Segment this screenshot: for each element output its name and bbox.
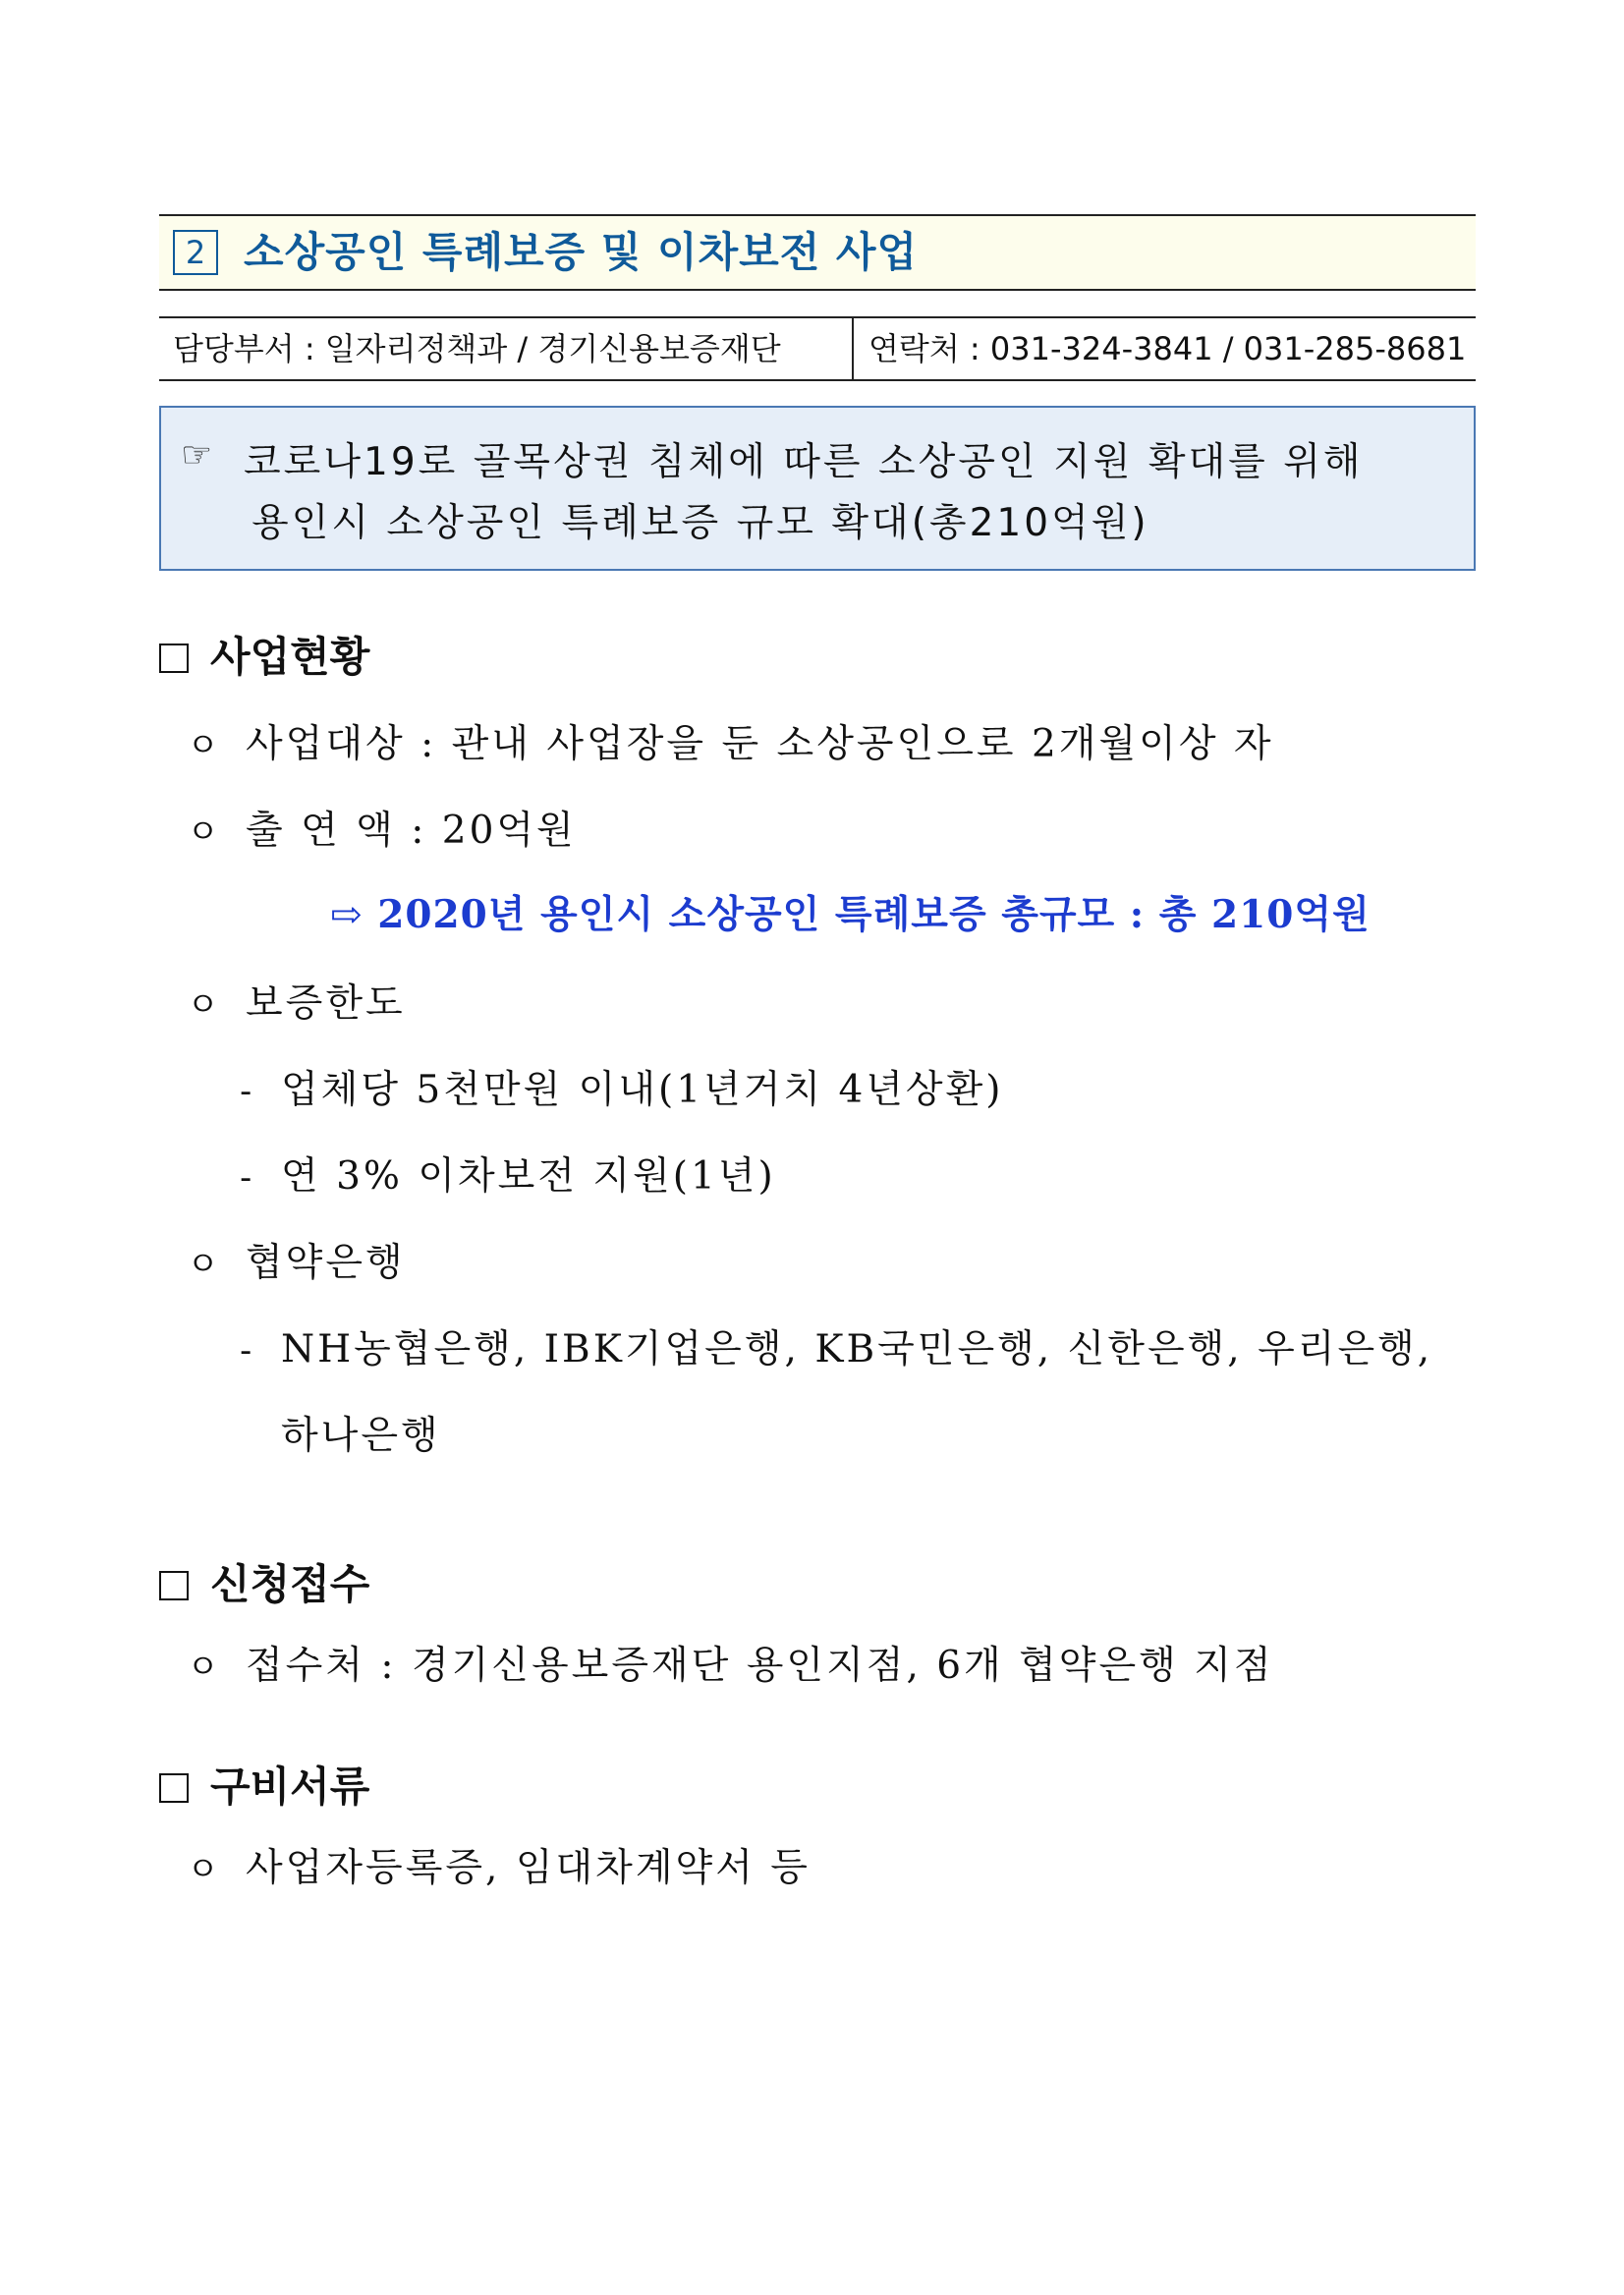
section-title-bar: [159, 214, 1476, 291]
item-text: 사업자등록증, 임대차계약서 등: [246, 1846, 811, 1890]
list-item-target: [187, 713, 1274, 768]
summary-box: [159, 406, 1476, 571]
circle-bullet: ㅇ: [187, 812, 222, 852]
page-title: 소상공인 특례보증 및 이차보전 사업: [244, 228, 919, 276]
sub-item-banks: [240, 1318, 1432, 1373]
contact-cell: 연락처 : 031-324-3841 / 031-285-8681: [868, 330, 1467, 367]
circle-bullet: ㅇ: [187, 1245, 222, 1284]
item-text: NH농협은행, IBK기업은행, KB국민은행, 신한은행, 우리은행,: [281, 1327, 1433, 1371]
circle-bullet: ㅇ: [187, 1850, 222, 1889]
circle-bullet: ㅇ: [187, 985, 222, 1025]
item-text: 보증한도: [246, 981, 406, 1026]
item-text: 출 연 액 : 20억원: [246, 809, 577, 853]
item-text: 연 3% 이차보전 지원(1년): [281, 1154, 776, 1199]
item-text: 협약은행: [246, 1241, 406, 1285]
info-table: [159, 316, 1476, 381]
section-heading-application: [159, 1552, 369, 1611]
list-item-contribution: [187, 800, 577, 855]
item-text: 사업대상 : 관내 사업장을 둔 소상공인으로 2개월이상 자: [246, 722, 1274, 766]
section-heading-text: 구비서류: [210, 1763, 370, 1811]
highlight-total-scale: ⇨ 2020년 용인시 소상공인 특례보증 총규모 : 총 210억원: [330, 892, 1371, 937]
list-item-limit: [187, 973, 406, 1028]
circle-bullet: ㅇ: [187, 1648, 222, 1687]
list-item-documents: [187, 1837, 811, 1892]
sub-item-banks-continued: 하나은행: [281, 1414, 441, 1458]
department-cell: 담당부서 : 일자리정책과 / 경기신용보증재단: [173, 330, 781, 367]
info-divider: [852, 318, 854, 379]
section-number-badge: 2: [173, 230, 218, 275]
pointing-hand-icon: ☞: [181, 435, 213, 476]
checkbox-square-icon: [159, 1773, 189, 1803]
list-item-place: [187, 1635, 1274, 1690]
summary-line-2: 용인시 소상공인 특례보증 규모 확대(총210억원): [252, 501, 1149, 545]
dash-bullet: -: [240, 1331, 255, 1371]
section-heading-text: 사업현황: [210, 633, 370, 681]
circle-bullet: ㅇ: [187, 726, 222, 765]
section-heading-text: 신청접수: [210, 1560, 370, 1608]
list-item-banks: [187, 1232, 406, 1287]
dash-bullet: -: [240, 1158, 255, 1198]
summary-line-1: 코로나19로 골목상권 침체에 따른 소상공인 지원 확대를 위해: [244, 440, 1364, 484]
item-text: 업체당 5천만원 이내(1년거치 4년상환): [281, 1068, 1004, 1112]
sub-item-limit-2: [240, 1146, 776, 1201]
sub-item-limit-1: [240, 1059, 1004, 1114]
dash-bullet: -: [240, 1072, 255, 1111]
section-heading-documents: [159, 1755, 369, 1814]
checkbox-square-icon: [159, 644, 189, 673]
item-text: 접수처 : 경기신용보증재단 용인지점, 6개 협약은행 지점: [246, 1644, 1274, 1688]
section-heading-status: [159, 625, 369, 684]
checkbox-square-icon: [159, 1571, 189, 1600]
